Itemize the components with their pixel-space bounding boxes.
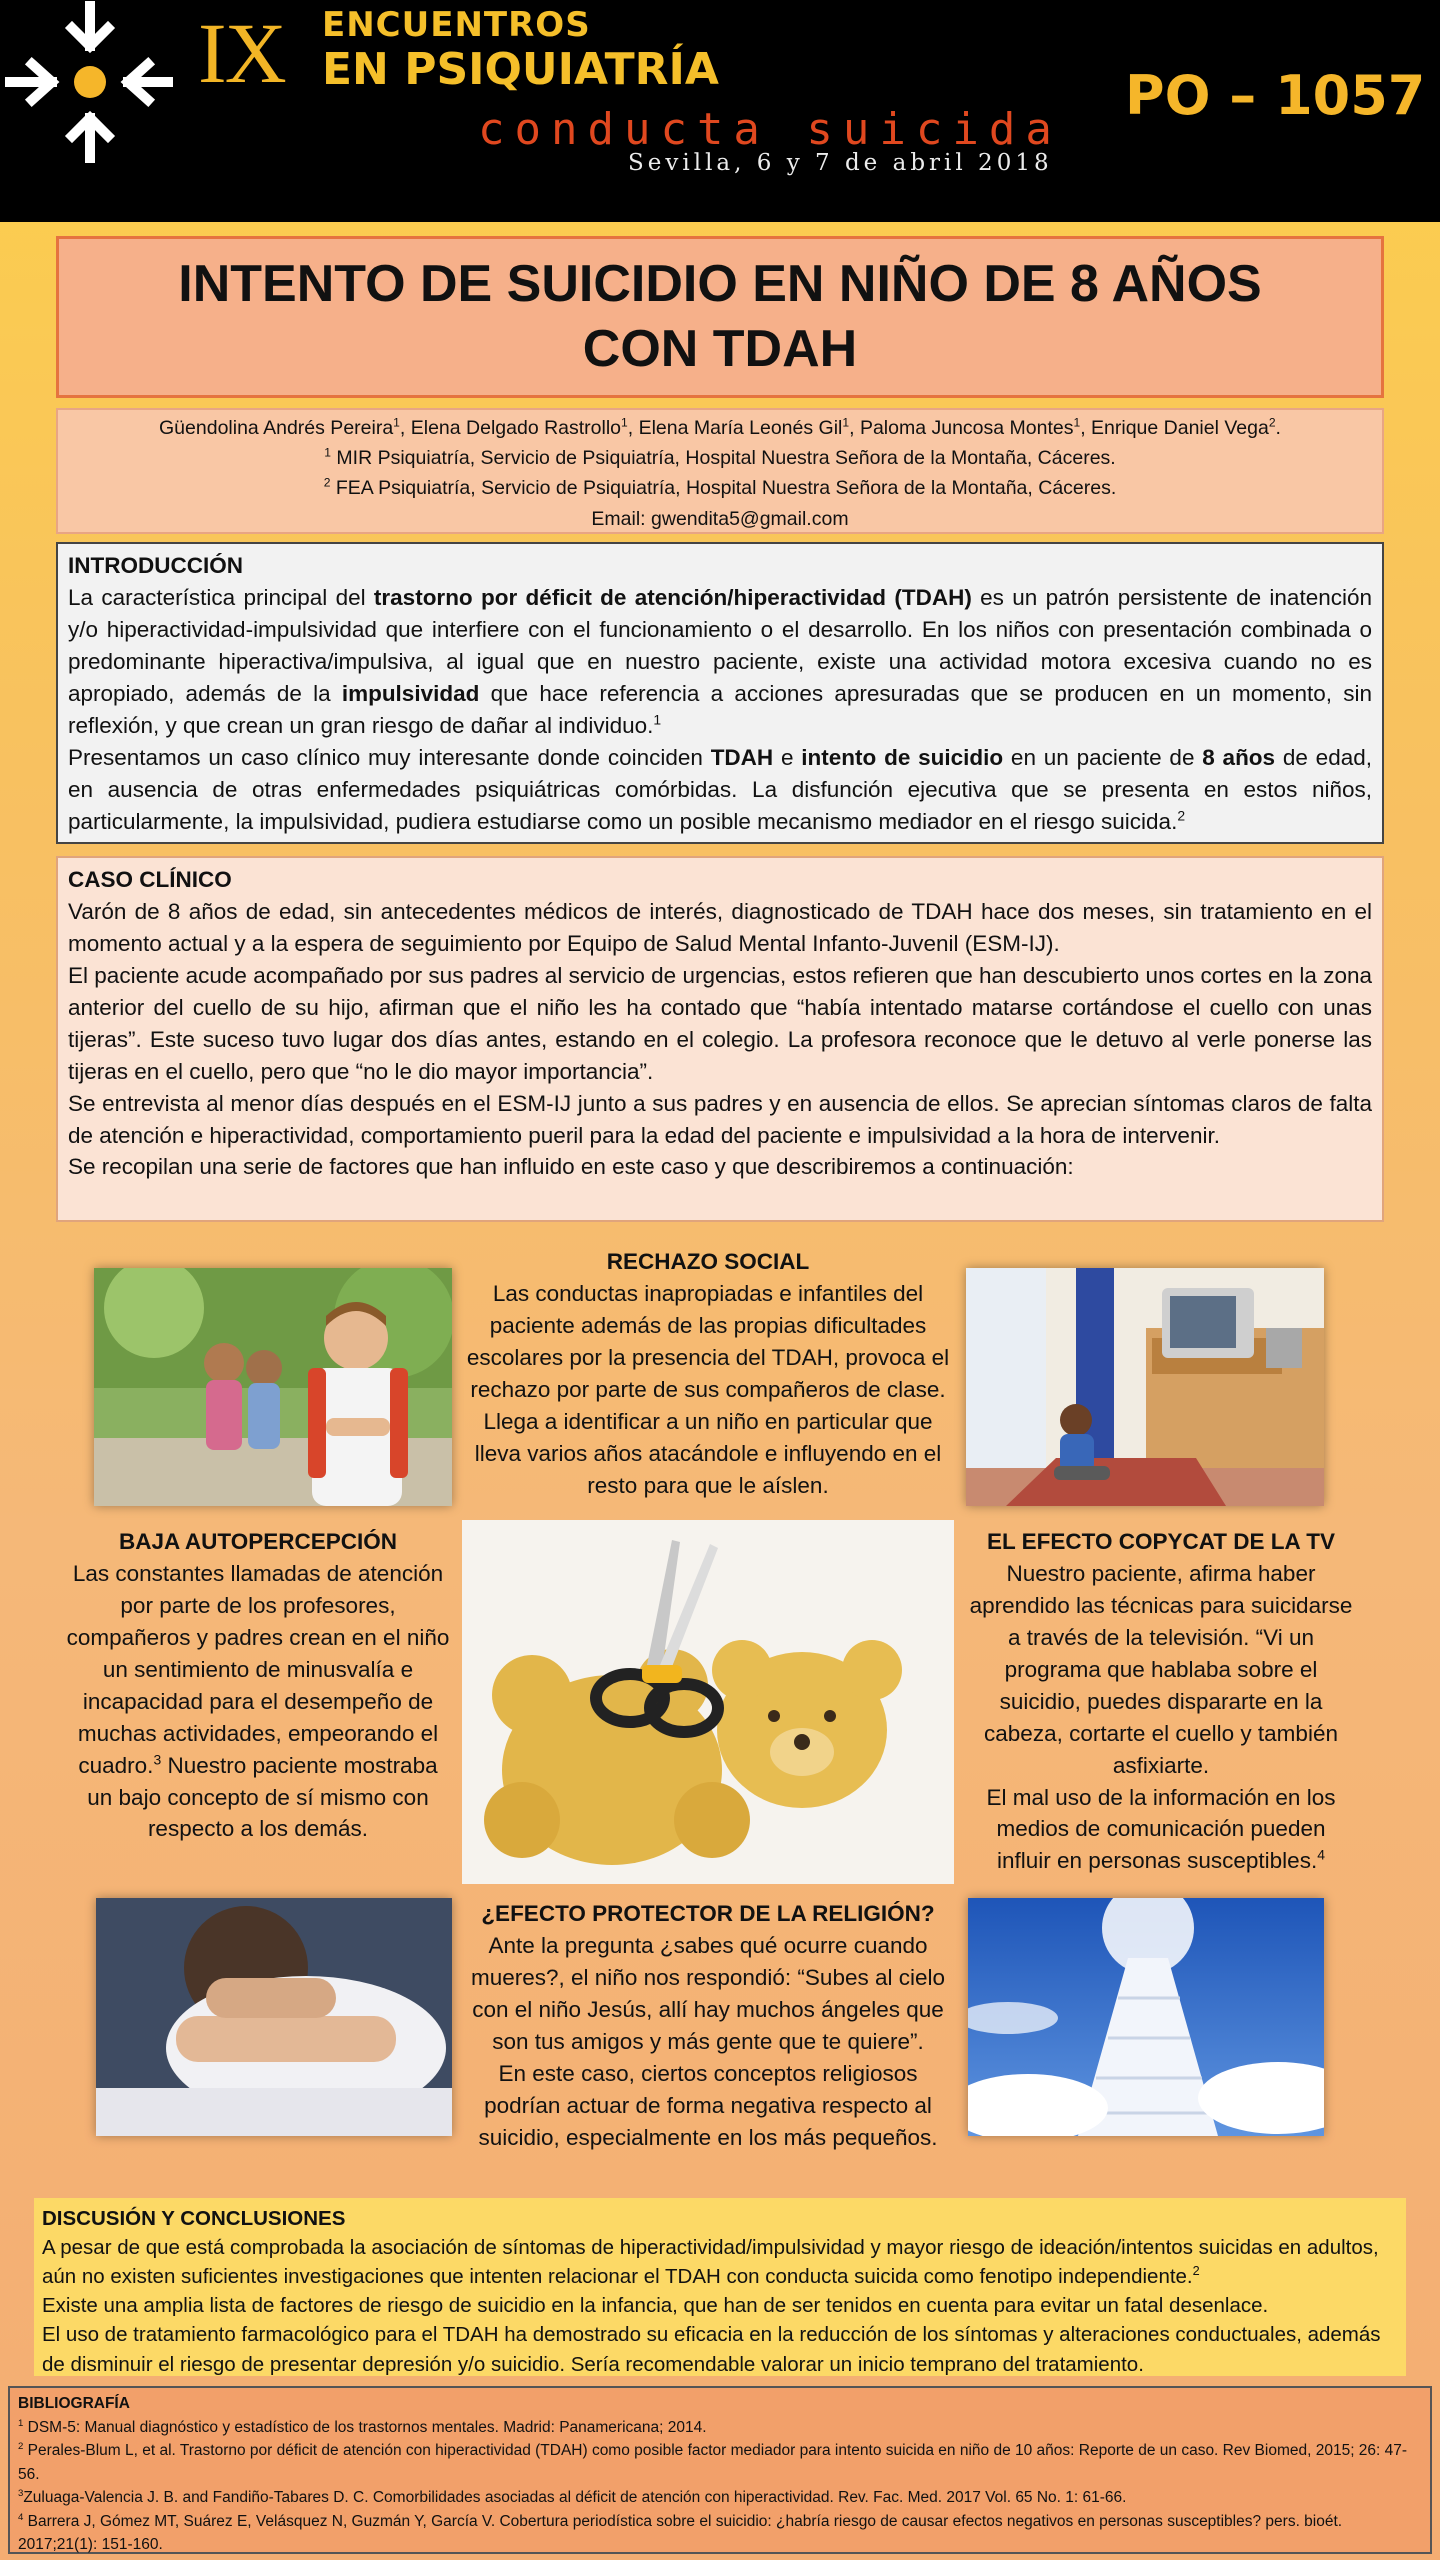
factor-heading: BAJA AUTOPERCEPCIÓN	[119, 1529, 397, 1554]
introduction-section	[56, 542, 1384, 844]
author-affiliation-mark: 1	[621, 415, 628, 430]
photo-excluded-child-image	[94, 1268, 452, 1506]
factor-text: El mal uso de la información en los medios de comunicación pueden influir en personas susceptibles.	[986, 1784, 1336, 1874]
reference-mark: 3	[153, 1751, 162, 1768]
reference-text: Zuluaga-Valencia J. B. and Fandiño-Tabares D. C. Comorbilidades asociadas al déficit de atención con hiperactividad. Rev. Fac. Med. 2017 Vol. 65 No. 1: 61-66.	[23, 2489, 1127, 2507]
author-name: Elena María Leonés Gil	[638, 417, 843, 439]
text-run: en un paciente de	[1003, 744, 1203, 770]
discussion-paragraph	[42, 2233, 1398, 2291]
text-run-bold: 8 años	[1202, 744, 1276, 770]
discussion-heading: DISCUSIÓN Y CONCLUSIONES	[42, 2207, 346, 2230]
photo-sad-child	[96, 1898, 452, 2136]
factor-text: Las conductas inapropiadas e infantiles del paciente además de las propias dificultades escolares por la presencia del TDAH, provoca el rechazo por parte de sus compañeros de clase. Llega a identificar a un niño en particular que lleva varios años atacándole e influyendo en el resto para que le aíslen.	[466, 1280, 950, 1498]
text-run: de edad, en ausencia de otras enfermedades psiquiátricas comórbidas. La disfunción ejecutiva que se presenta en estos niños, particularmente, la impulsividad, pudiera estudiarse como un posible mecanismo mediador en el riesgo suicida.	[68, 744, 1372, 834]
factor-text: Nuestro paciente, afirma haber aprendido las técnicas para suicidarse a través de la televisión. “Vi un programa que hablaba sobre el suicidio, puedes dispararte en la cabeza, cortarte el cuello y también asfixiarte.	[969, 1560, 1353, 1778]
factor-religion	[462, 1898, 954, 2154]
affiliation-line	[58, 443, 1382, 473]
author-affiliation-mark: 1	[393, 415, 400, 430]
bibliography-section	[8, 2386, 1432, 2554]
affiliation-number: 1	[324, 445, 331, 460]
reference-number: 4	[18, 2511, 24, 2523]
bibliography-heading: BIBLIOGRAFÍA	[18, 2395, 130, 2412]
photo-sad-child-image	[96, 1898, 452, 2136]
reference-text: DSM-5: Manual diagnóstico y estadístico de los trastornos mentales. Madrid: Panamericana; 2014.	[23, 2418, 707, 2436]
photo-scissors-teddy	[462, 1520, 954, 1884]
author-affiliation-mark: 1	[842, 415, 850, 430]
conference-logo	[0, 0, 180, 180]
poster-code: PO – 1057	[1125, 64, 1426, 127]
bibliography-entry	[18, 2439, 1422, 2486]
author-list: Güendolina Andrés Pereira$^1$, Elena Delgado Rastrollo$^1$, Elena María Leonés Gil$^1$, Paloma Juncosa Montes$^1$, Enrique Daniel Vega$^2$.	[159, 415, 1281, 439]
bibliography-entry	[18, 2510, 1422, 2557]
contact-email: Email: gwendita5@gmail.com	[591, 507, 849, 530]
factor-heading: ¿EFECTO PROTECTOR DE LA RELIGIÓN?	[481, 1901, 935, 1926]
text-run-bold: intento de suicidio	[801, 744, 1004, 770]
case-paragraph: Se entrevista al menor días después en el ESM-IJ junto a sus padres y en ausencia de ellos. Se aprecian síntomas claros de falta de atención e hiperactividad, comportamiento pueril para la edad del paciente e impulsividad a la hora de intervenir.	[68, 1090, 1372, 1148]
case-paragraph: Se recopilan una serie de factores que han influido en este caso y que describiremos a continuación:	[68, 1154, 1074, 1180]
factor-text: Nuestro paciente mostraba un bajo concepto de sí mismo con respecto a los demás.	[87, 1752, 438, 1842]
factor-text: En este caso, ciertos conceptos religiosos podrían actuar de forma negativa respecto al suicidio, especialmente en los más pequeños.	[478, 2060, 938, 2150]
reference-number: 2	[18, 2440, 24, 2452]
poster-title: INTENTO DE SUICIDIO EN NIÑO DE 8 AÑOS CON TDAH	[56, 236, 1384, 398]
author-name: Elena Delgado Rastrollo	[410, 417, 622, 439]
case-paragraph: El paciente acude acompañado por sus padres al servicio de urgencias, estos refieren que han descubierto unos cortes en la zona anterior del cuello de su hijo, afirman que el niño les ha contado que “había intentado matarse cortándose el cuello con unas tijeras”. Este suceso tuvo lugar dos días antes, estando en el colegio. La profesora reconoce que le detuvo al verle ponerse las tijeras en el cuello, pero que “no le dio mayor importancia”.	[68, 962, 1372, 1084]
authors-block	[56, 408, 1384, 534]
introduction-paragraph	[68, 742, 1372, 838]
case-heading: CASO CLÍNICO	[68, 867, 232, 892]
factor-efecto-copycat	[968, 1526, 1354, 1877]
factor-rechazo-social	[462, 1246, 954, 1502]
photo-excluded-child	[94, 1268, 452, 1506]
reference-number: 1	[18, 2417, 24, 2429]
reference-mark: 2	[1192, 2263, 1200, 2279]
conference-header	[0, 0, 1440, 222]
author-affiliation-mark: 2	[1268, 415, 1276, 430]
affiliation-line	[58, 473, 1382, 503]
conference-name-line1: ENCUENTROS	[322, 5, 591, 45]
text-run: La característica principal del	[68, 584, 374, 610]
factor-text: Las constantes llamadas de atención por parte de los profesores, compañeros y padres crean en el niño un sentimiento de minusvalía e incapacidad para el desempeño de muchas actividades, empeorando el cuadro.	[66, 1560, 450, 1778]
text-run: A pesar de que está comprobada la asociación de síntomas de hiperactividad/impulsividad y mayor riesgo de ideación/intentos suicidas en adultos, aún no existen suficientes investigaciones que intenten relacionar el TDAH con conducta suicida como fenotipo independiente.	[42, 2236, 1379, 2289]
factor-text: Ante la pregunta ¿sabes qué ocurre cuando mueres?, el niño nos respondió: “Subes al cielo con el niño Jesús, allí hay muchos ángeles que son tus amigos y más gente que te quiere”.	[470, 1932, 946, 2054]
affiliation-text: MIR Psiquiatría, Servicio de Psiquiatría, Hospital Nuestra Señora de la Montaña, Cáceres.	[336, 447, 1116, 470]
bibliography-entry	[18, 2416, 1422, 2440]
affiliation-text: FEA Psiquiatría, Servicio de Psiquiatría, Hospital Nuestra Señora de la Montaña, Cáceres.	[335, 477, 1117, 500]
reference-mark: 4	[1317, 1846, 1325, 1863]
author-name: Enrique Daniel Vega	[1091, 417, 1269, 439]
factor-heading: RECHAZO SOCIAL	[606, 1249, 810, 1274]
photo-stairway-clouds	[968, 1898, 1324, 2136]
text-run: es un patrón persistente de inatención y/o hiperactividad-impulsividad que interfiere con el funcionamiento o el desarrollo. En los niños con presentación combinada o predominante hiperactiva/impulsiva, al igual que en nuestro paciente, existe una actividad motora excesiva cuando no es apropiado, además de la	[68, 584, 1372, 706]
reference-mark: 1	[653, 711, 662, 728]
factor-heading: EL EFECTO COPYCAT DE LA TV	[987, 1529, 1335, 1554]
text-run: que hace referencia a acciones apresuradas que se producen en un momento, sin reflexión, y que crean un gran riesgo de dañar al individuo.	[68, 680, 1372, 738]
author-affiliation-mark: 1	[1073, 415, 1081, 430]
discussion-paragraph: Existe una amplia lista de factores de riesgo de suicidio en la infancia, que han de ser tenidos en cuenta para evitar un fatal desenlace.	[42, 2294, 1269, 2318]
text-run-bold: trastorno por déficit de atención/hiperactividad (TDAH)	[373, 584, 972, 610]
reference-text: Perales-Blum L, et al. Trastorno por déficit de atención con hiperactividad (TDAH) como posible factor mediador para intento suicida en niño de 10 años: Reporte de un caso. Rev Biomed, 2015; 26: 47-56.	[18, 2442, 1408, 2483]
bibliography-entry	[18, 2486, 1422, 2510]
discussion-paragraph: El uso de tratamiento farmacológico para el TDAH ha demostrado su eficacia en la reducción de los síntomas y alteraciones conductuales, además de disminuir el riesgo de presentar depresión y/o suicidio. Sería recomendable valorar un inicio temprano del tratamiento.	[42, 2323, 1381, 2376]
text-run: e	[773, 744, 802, 770]
conference-name-line2: EN PSIQUIATRÍA	[322, 44, 719, 95]
factor-baja-autopercepcion	[66, 1526, 450, 1845]
reference-mark: 2	[1177, 807, 1186, 823]
text-run-bold: impulsividad	[341, 680, 480, 706]
photo-stairway-clouds-image	[968, 1898, 1324, 2136]
text-run-bold: TDAH	[710, 744, 774, 770]
case-section	[56, 856, 1384, 1222]
photo-child-watching-tv	[966, 1268, 1324, 1506]
case-paragraph: Varón de 8 años de edad, sin antecedentes médicos de interés, diagnosticado de TDAH hace dos meses, sin tratamiento en el momento actual y a la espera de seguimiento por Equipo de Salud Mental Infanto-Juvenil (ESM-IJ).	[68, 898, 1372, 956]
author-name: Paloma Juncosa Montes	[859, 417, 1074, 439]
edition-roman-numeral: IX	[198, 5, 285, 101]
author-name: Güendolina Andrés Pereira	[159, 417, 394, 439]
photo-child-watching-tv-image	[966, 1268, 1324, 1506]
introduction-paragraph	[68, 582, 1372, 742]
introduction-heading: INTRODUCCIÓN	[68, 553, 243, 578]
text-run: Presentamos un caso clínico muy interesante donde coinciden	[68, 744, 711, 770]
discussion-section	[34, 2198, 1406, 2376]
photo-scissors-teddy-image	[462, 1520, 954, 1884]
reference-text: Barrera J, Gómez MT, Suárez E, Velásquez N, Guzmán Y, García V. Cobertura periodística sobre el suicidio: ¿habría riesgo de causar efectos negativos en personas susceptibles? pers. bioét. 2017;21(1): 151-160.	[18, 2512, 1343, 2554]
conference-subtitle: conducta suicida	[478, 104, 1062, 155]
reference-number: 3	[18, 2488, 24, 2500]
conference-date-place: Sevilla, 6 y 7 de abril 2018	[628, 150, 1053, 176]
affiliation-number: 2	[323, 475, 331, 490]
